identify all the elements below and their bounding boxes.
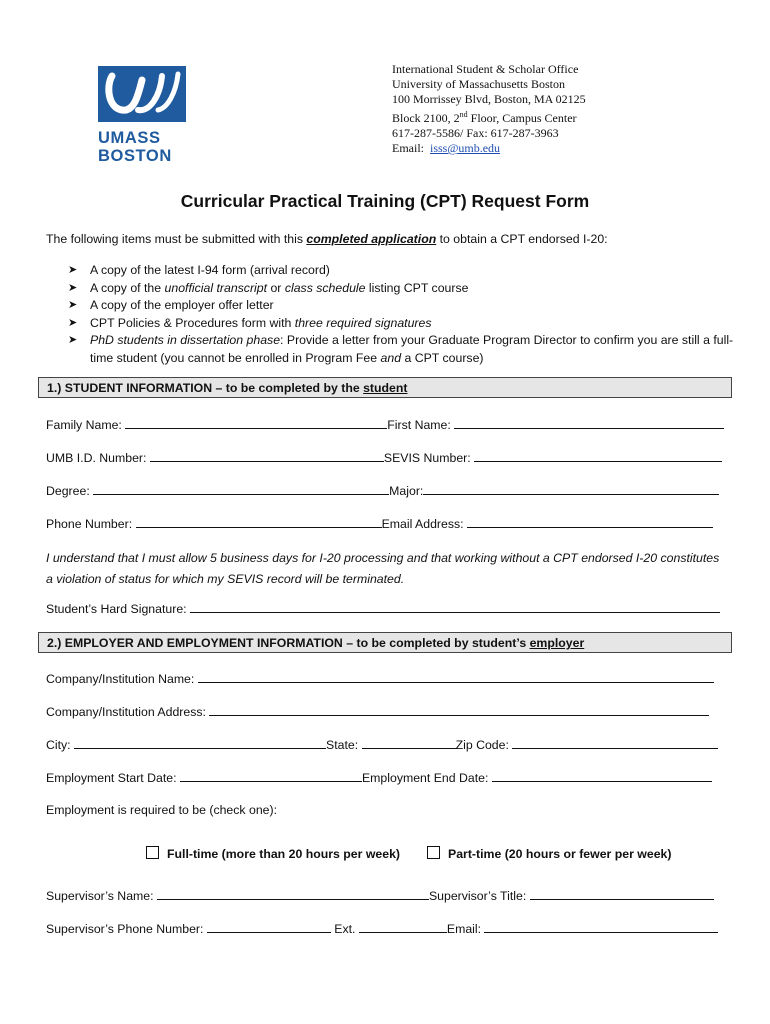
- start-date-label: Employment Start Date:: [46, 771, 177, 785]
- arrow-bullet-icon: ➤: [68, 334, 78, 346]
- field-row: [46, 704, 709, 719]
- sevis-field[interactable]: [474, 450, 722, 462]
- fulltime-option[interactable]: Full-time (more than 20 hours per week): [146, 846, 400, 861]
- list-item: ➤ CPT Policies & Procedures form with three required signatures: [68, 315, 738, 333]
- state-label: State:: [326, 738, 359, 752]
- office-email-link[interactable]: isss@umb.edu: [430, 141, 501, 155]
- email-label: Email Address:: [381, 517, 464, 531]
- page-title: Curricular Practical Training (CPT) Request Form: [180, 191, 590, 211]
- signature-field[interactable]: [190, 601, 720, 613]
- list-item: ➤ PhD students in dissertation phase: Provide a letter from your Graduate Program Director to confirm you are still a full-time student (you cannot be enrolled in Program Fee and a CPT course): [68, 333, 734, 365]
- field-row: [46, 671, 714, 686]
- list-item: ➤ A copy of the latest I-94 form (arrival record): [68, 262, 738, 280]
- street-address: 100 Morrissey Blvd, Boston, MA 02125: [392, 92, 586, 106]
- field-row: [46, 483, 719, 498]
- arrow-bullet-icon: ➤: [68, 281, 78, 294]
- supervisor-email-field[interactable]: [484, 921, 718, 933]
- check-one-label: Employment is required to be (check one):: [46, 803, 278, 817]
- umb-id-label: UMB I.D. Number:: [46, 451, 147, 465]
- parttime-option[interactable]: Part-time (20 hours or fewer per week): [427, 846, 671, 861]
- zip-label: Zip Code:: [455, 738, 509, 752]
- building-address: Block 2100, 2nd Floor, Campus Center: [392, 110, 577, 125]
- field-row: [46, 417, 724, 432]
- sevis-label: SEVIS Number:: [383, 451, 471, 465]
- phone-fax: 617-287-5586/ Fax: 617-287-3963: [392, 126, 559, 140]
- phone-field[interactable]: [136, 516, 382, 528]
- list-item: ➤ A copy of the employer offer letter: [68, 297, 738, 315]
- intro-text: The following items must be submitted with this completed application to obtain a CPT endorsed I-20:: [46, 232, 608, 246]
- fulltime-checkbox[interactable]: [146, 846, 159, 859]
- supervisor-phone-label: Supervisor’s Phone Number:: [46, 922, 204, 936]
- first-name-field[interactable]: [454, 417, 724, 429]
- field-row: [46, 770, 712, 785]
- field-row: [46, 516, 713, 531]
- state-field[interactable]: [362, 737, 456, 749]
- supervisor-title-label: Supervisor’s Title:: [428, 889, 527, 903]
- company-name-field[interactable]: [198, 671, 714, 683]
- arrow-bullet-icon: ➤: [68, 299, 78, 311]
- field-row: [46, 601, 720, 616]
- first-name-label: First Name:: [387, 418, 451, 432]
- umass-boston-logo: [98, 66, 188, 166]
- list-item: ➤ A copy of the unofficial transcript or class schedule listing CPT course: [68, 280, 738, 298]
- major-label: Major:: [389, 484, 424, 498]
- degree-label: Degree:: [46, 484, 90, 498]
- supervisor-name-field[interactable]: [157, 888, 429, 900]
- email-field[interactable]: [467, 516, 713, 528]
- major-field[interactable]: [423, 483, 719, 495]
- logo-mark: [98, 66, 186, 122]
- signature-label: Student’s Hard Signature:: [46, 602, 187, 616]
- section-header-student-info: 1.) STUDENT INFORMATION – to be completed by the student: [38, 377, 732, 398]
- arrow-bullet-icon: ➤: [68, 316, 78, 329]
- arrow-bullet-icon: ➤: [68, 264, 78, 276]
- end-date-label: Employment End Date:: [361, 771, 489, 785]
- supervisor-title-field[interactable]: [530, 888, 714, 900]
- company-address-field[interactable]: [209, 704, 709, 716]
- company-name-label: Company/Institution Name:: [46, 672, 195, 686]
- phone-label: Phone Number:: [46, 517, 133, 531]
- logo-wordmark-umass: UMASS: [98, 129, 161, 147]
- section-header-employer-info: 2.) EMPLOYER AND EMPLOYMENT INFORMATION – to be completed by student’s employer: [38, 632, 732, 653]
- office-name: International Student & Scholar Office: [392, 62, 579, 76]
- field-row: [46, 921, 718, 936]
- supervisor-name-label: Supervisor’s Name:: [46, 889, 154, 903]
- ext-label: Ext.: [334, 922, 356, 936]
- field-row: [46, 888, 714, 903]
- family-name-field[interactable]: [125, 417, 387, 429]
- supervisor-email-label: Email:: [446, 922, 482, 936]
- company-address-label: Company/Institution Address:: [46, 705, 206, 719]
- office-address: [392, 62, 586, 156]
- degree-field[interactable]: [93, 483, 389, 495]
- field-row: [46, 737, 718, 752]
- status-statement: I understand that I must allow 5 business days for I-20 processing and that working without a CPT endorsed I-20 constitutes a violation of status for which my SEVIS record will be terminated.: [46, 551, 720, 586]
- start-date-field[interactable]: [180, 770, 362, 782]
- requirements-list: [68, 262, 738, 367]
- logo-wordmark-boston: BOSTON: [98, 147, 172, 165]
- end-date-field[interactable]: [492, 770, 712, 782]
- field-row: [46, 450, 722, 465]
- city-field[interactable]: [74, 737, 326, 749]
- ext-field[interactable]: [359, 921, 447, 933]
- family-name-label: Family Name:: [46, 418, 122, 432]
- city-label: City:: [46, 738, 71, 752]
- zip-field[interactable]: [512, 737, 718, 749]
- supervisor-phone-field[interactable]: [207, 921, 331, 933]
- office-email: Email: isss@umb.edu: [392, 141, 501, 155]
- parttime-checkbox[interactable]: [427, 846, 440, 859]
- umb-id-field[interactable]: [150, 450, 384, 462]
- university-name: University of Massachusetts Boston: [392, 77, 565, 91]
